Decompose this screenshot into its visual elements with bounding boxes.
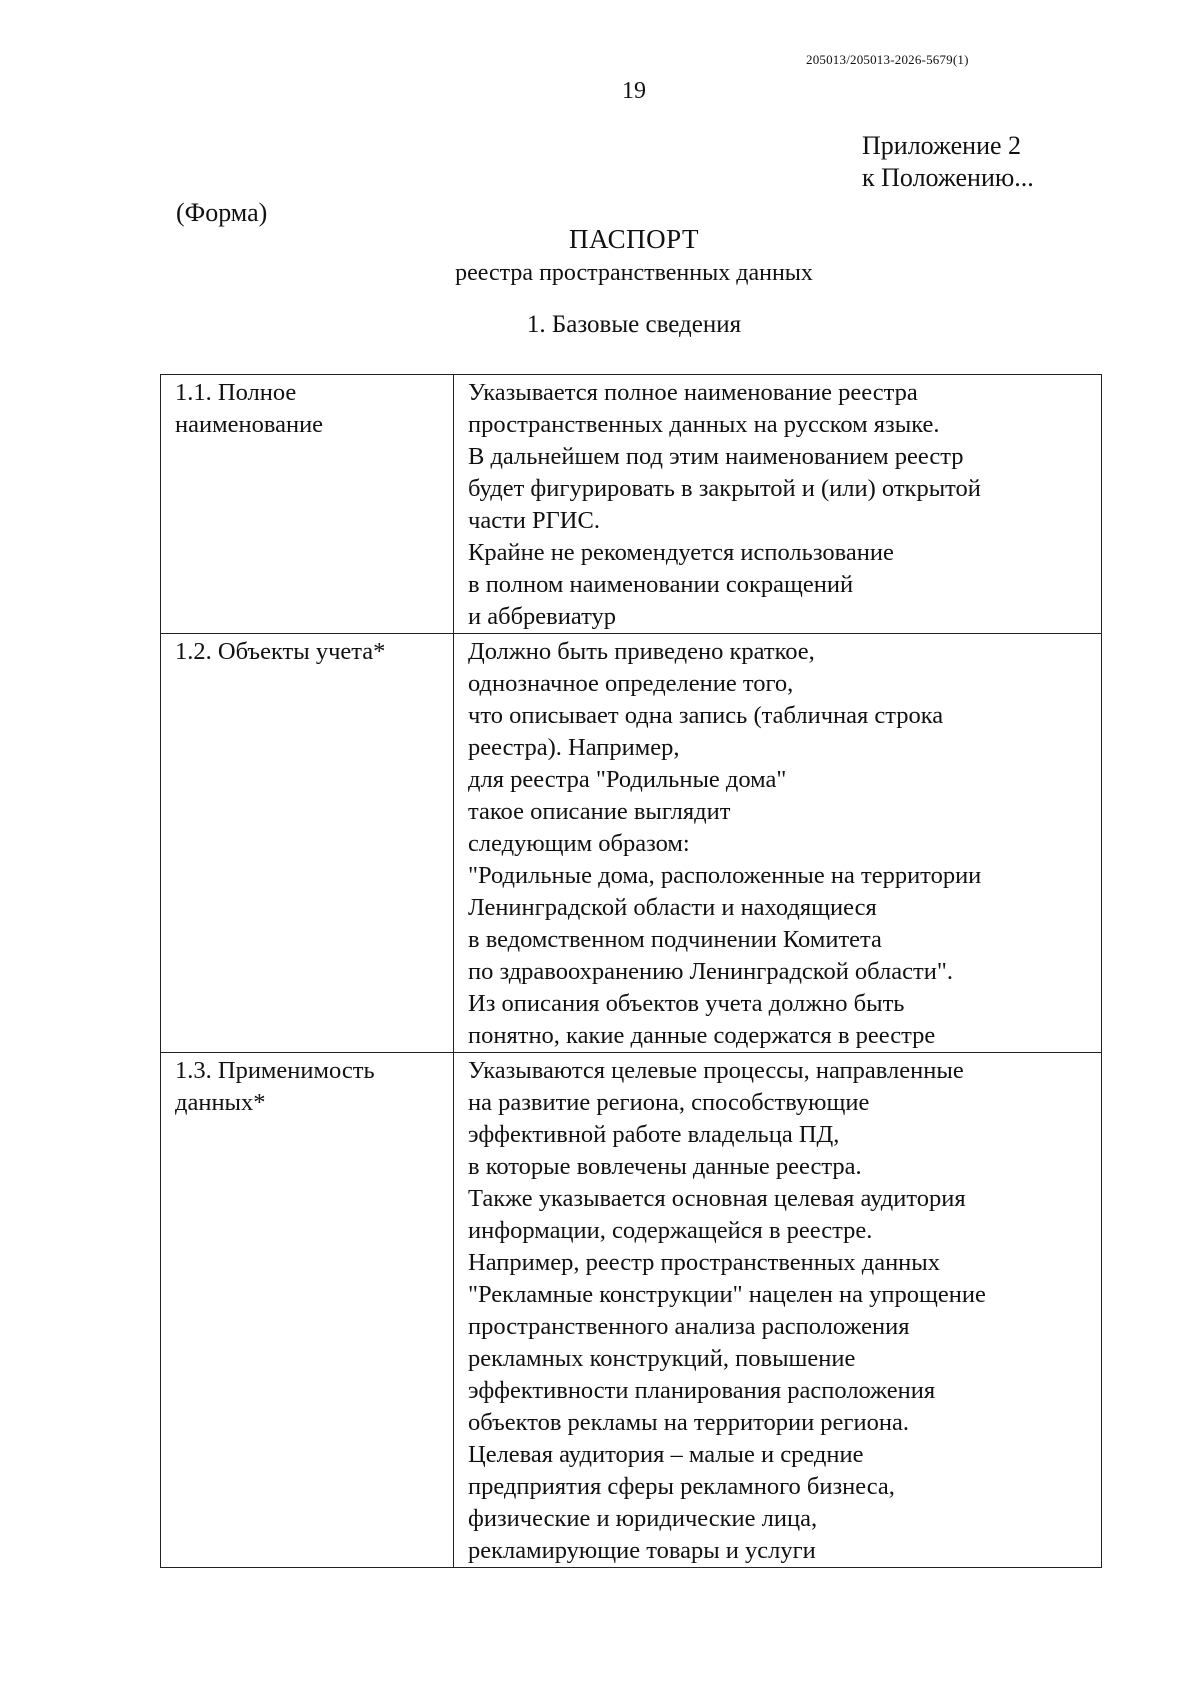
table-row: [161, 1053, 1102, 1568]
text-line: будет фигурировать в закрытой и (или) открытой: [468, 475, 981, 502]
text-line: части РГИС.: [468, 507, 600, 534]
text-line: объектов рекламы на территории региона.: [468, 1409, 909, 1436]
text-line: для реестра "Родильные дома": [468, 766, 787, 793]
text-line: однозначное определение того,: [468, 670, 794, 697]
text-line: в полном наименовании сокращений: [468, 571, 854, 598]
row-description: [454, 634, 1102, 1053]
text-line: по здравоохранению Ленинградской области".: [468, 958, 953, 985]
text-line: понятно, какие данные содержатся в реестре: [468, 1022, 936, 1049]
text-line: следующим образом:: [468, 830, 690, 857]
text-line: информации, содержащейся в реестре.: [468, 1217, 873, 1244]
text-line: Также указывается основная целевая аудитория: [468, 1185, 966, 1212]
text-line: и аббревиатур: [468, 603, 616, 630]
row-label: [161, 1053, 454, 1568]
text-line: физические и юридические лица,: [468, 1505, 818, 1532]
text-line: рекламных конструкций, повышение: [468, 1345, 856, 1372]
text-line: В дальнейшем под этим наименованием реестр: [468, 443, 964, 470]
text-line: в ведомственном подчинении Комитета: [468, 926, 882, 953]
text-line: "Родильные дома, расположенные на территории: [468, 862, 982, 889]
label-line: наименование: [175, 411, 324, 438]
appendix-reference: [862, 130, 1034, 194]
document-title: ПАСПОРТ: [569, 224, 699, 254]
row-label: [161, 634, 454, 1053]
text-line: Ленинградской области и находящиеся: [468, 894, 877, 921]
label-line: 1.1. Полное: [175, 379, 297, 406]
text-line: Крайне не рекомендуется использование: [468, 539, 894, 566]
text-line: на развитие региона, способствующие: [468, 1089, 870, 1116]
label-line: данных*: [175, 1089, 266, 1116]
page-number: 19: [622, 78, 646, 104]
text-line: Целевая аудитория – малые и средние: [468, 1441, 864, 1468]
text-line: реестра). Например,: [468, 734, 680, 761]
table-row: [161, 634, 1102, 1053]
row-description: [454, 1053, 1102, 1568]
document-subtitle: реестра пространственных данных: [455, 260, 813, 286]
text-line: такое описание выглядит: [468, 798, 731, 825]
text-line: эффективности планирования расположения: [468, 1377, 936, 1404]
table-row: [161, 375, 1102, 634]
text-line: Должно быть приведено краткое,: [468, 638, 815, 665]
row-description: [454, 375, 1102, 634]
text-line: в которые вовлечены данные реестра.: [468, 1153, 862, 1180]
appendix-line: к Положению...: [862, 163, 1034, 192]
passport-table: [160, 374, 1102, 1568]
text-line: Например, реестр пространственных данных: [468, 1249, 941, 1276]
appendix-line: Приложение 2: [862, 131, 1022, 160]
text-line: Указывается полное наименование реестра: [468, 379, 918, 406]
text-line: эффективной работе владельца ПД,: [468, 1121, 840, 1148]
text-line: пространственных данных на русском языке.: [468, 411, 940, 438]
text-line: рекламирующие товары и услуги: [468, 1537, 816, 1564]
form-label: (Форма): [176, 198, 268, 227]
text-line: "Рекламные конструкции" нацелен на упрощение: [468, 1281, 986, 1308]
label-line: 1.3. Применимость: [175, 1057, 375, 1084]
section-title: 1. Базовые сведения: [526, 311, 742, 338]
text-line: Из описания объектов учета должно быть: [468, 990, 905, 1017]
row-label: [161, 375, 454, 634]
label-line: 1.2. Объекты учета*: [175, 638, 386, 665]
text-line: Указываются целевые процессы, направленные: [468, 1057, 964, 1084]
document-id: 205013/205013-2026-5679(1): [806, 52, 969, 67]
text-line: что описывает одна запись (табличная строка: [468, 702, 944, 729]
text-line: предприятия сферы рекламного бизнеса,: [468, 1473, 895, 1500]
text-line: пространственного анализа расположения: [468, 1313, 910, 1340]
